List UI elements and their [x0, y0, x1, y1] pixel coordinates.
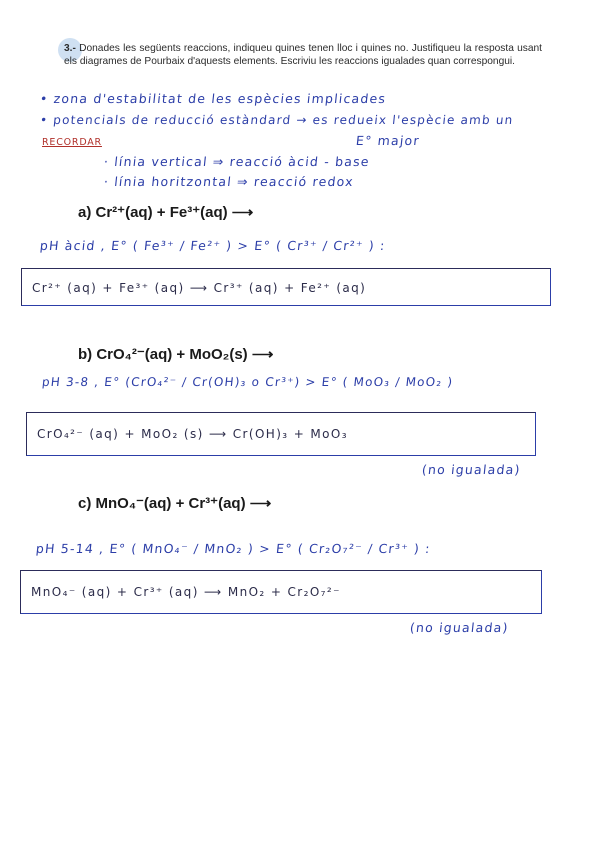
note-stability-zone: • zona d'estabilitat de les espècies implicades [39, 91, 388, 106]
answer-a: Cr²⁺ (aq) + Fe³⁺ (aq) ⟶ Cr³⁺ (aq) + Fe²⁺ (aq) [32, 281, 367, 295]
answer-box-b [26, 412, 536, 456]
reaction-b-equation: CrO₄²⁻(aq) + MoO₂(s) ⟶ [96, 346, 274, 363]
note-e-major: E° major [355, 133, 421, 148]
reaction-a [78, 203, 253, 221]
reaction-c [78, 494, 271, 512]
reaction-a-equation: Cr²⁺(aq) + Fe³⁺(aq) ⟶ [95, 204, 254, 221]
note-b-not-balanced: (no igualada) [421, 462, 522, 477]
reaction-b [78, 345, 273, 363]
answer-box-c [20, 570, 542, 614]
note-c-not-balanced: (no igualada) [409, 620, 510, 635]
question-statement [64, 42, 542, 68]
reaction-b-label: b) [78, 346, 93, 363]
note-recordar: RECORDAR [42, 137, 102, 148]
note-horizontal-line: · línia horitzontal ⇒ reacció redox [103, 174, 355, 189]
condition-a: pH àcid , E° ( Fe³⁺ / Fe²⁺ ) > E° ( Cr³⁺ / Cr²⁺ ) : [39, 238, 387, 253]
condition-b: pH 3-8 , E° (CrO₄²⁻ / Cr(OH)₃ o Cr³⁺) > E° ( MoO₃ / MoO₂ ) [41, 375, 455, 389]
answer-c: MnO₄⁻ (aq) + Cr³⁺ (aq) ⟶ MnO₂ + Cr₂O₇²⁻ [31, 585, 341, 599]
note-vertical-line: · línia vertical ⇒ reacció àcid - base [103, 154, 371, 169]
note-reduction-potentials: • potencials de reducció estàndard → es redueix l'espècie amb un [39, 113, 515, 127]
answer-b: CrO₄²⁻ (aq) + MoO₂ (s) ⟶ Cr(OH)₃ + MoO₃ [37, 427, 348, 441]
condition-c: pH 5-14 , E° ( MnO₄⁻ / MnO₂ ) > E° ( Cr₂O₇²⁻ / Cr³⁺ ) : [35, 541, 432, 556]
answer-box-a [21, 268, 551, 306]
reaction-a-label: a) [78, 204, 92, 221]
question-number: 3.- [64, 43, 76, 54]
reaction-c-label: c) [78, 495, 92, 512]
reaction-c-equation: MnO₄⁻(aq) + Cr³⁺(aq) ⟶ [95, 495, 272, 512]
question-text: Donades les següents reaccions, indiqueu quines tenen lloc i quines no. Justifiqueu la resposta usant els diagrames de Pourbaix d'aquests elements. Escriviu les reaccions igualades quan correspongui. [64, 43, 542, 67]
